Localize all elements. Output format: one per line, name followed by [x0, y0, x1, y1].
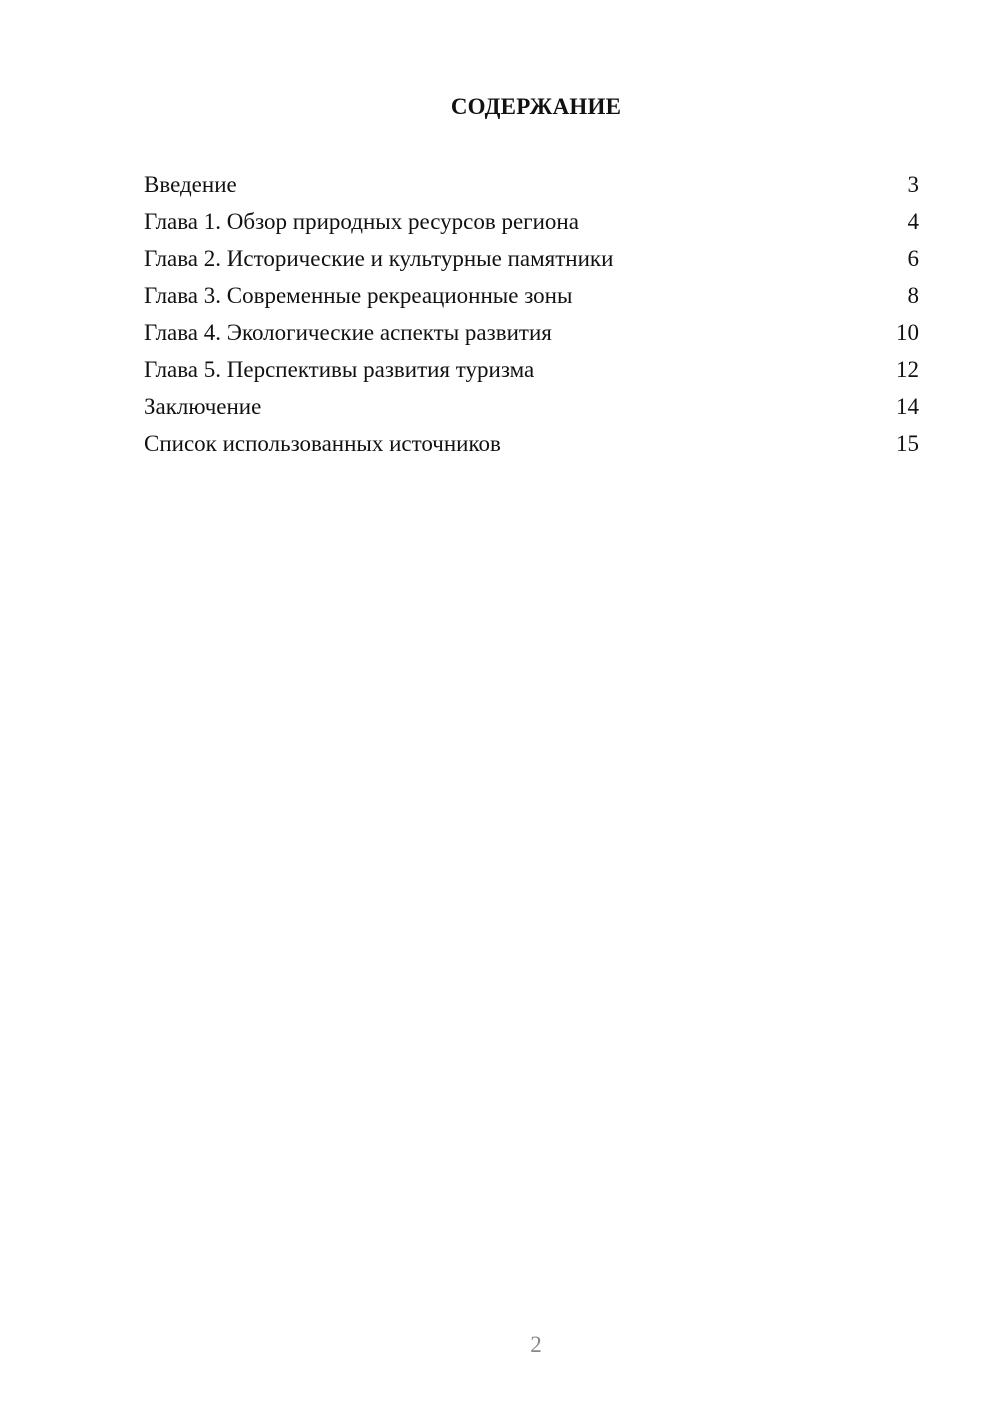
toc-entry-page: 10 [896, 320, 919, 345]
toc-entry-chapter-4[interactable] [144, 316, 919, 353]
toc-entry-page: 8 [907, 283, 919, 308]
toc-entry-label: Глава 5. Перспективы развития туризма [144, 357, 535, 382]
toc-entry-page: 6 [907, 246, 919, 271]
toc-entry-chapter-5[interactable] [144, 353, 919, 390]
toc-entry-chapter-3[interactable] [144, 279, 919, 316]
toc-entry-label: Глава 4. Экологические аспекты развития [144, 320, 552, 345]
toc-entry-label: Список использованных источников [144, 431, 501, 456]
toc-entry-label: Глава 2. Исторические и культурные памятники [144, 246, 614, 271]
toc-title: СОДЕРЖАНИЕ [450, 94, 622, 119]
toc-entry-page: 15 [896, 431, 919, 456]
page-number: 2 [530, 1332, 542, 1357]
toc-entry-references[interactable] [144, 427, 919, 464]
toc-entry-page: 4 [907, 209, 919, 234]
toc-entry-label: Введение [144, 172, 237, 197]
toc-entry-label: Глава 1. Обзор природных ресурсов региона [144, 209, 579, 234]
toc-list [144, 168, 919, 464]
toc-entry-page: 12 [896, 357, 919, 382]
toc-entry-page: 3 [907, 172, 919, 197]
toc-entry-page: 14 [896, 394, 919, 419]
toc-entry-label: Глава 3. Современные рекреационные зоны [144, 283, 573, 308]
toc-entry-introduction[interactable] [144, 168, 919, 205]
toc-entry-chapter-1[interactable] [144, 205, 919, 242]
toc-entry-label: Заключение [144, 394, 262, 419]
toc-entry-conclusion[interactable] [144, 390, 919, 427]
toc-entry-chapter-2[interactable] [144, 242, 919, 279]
